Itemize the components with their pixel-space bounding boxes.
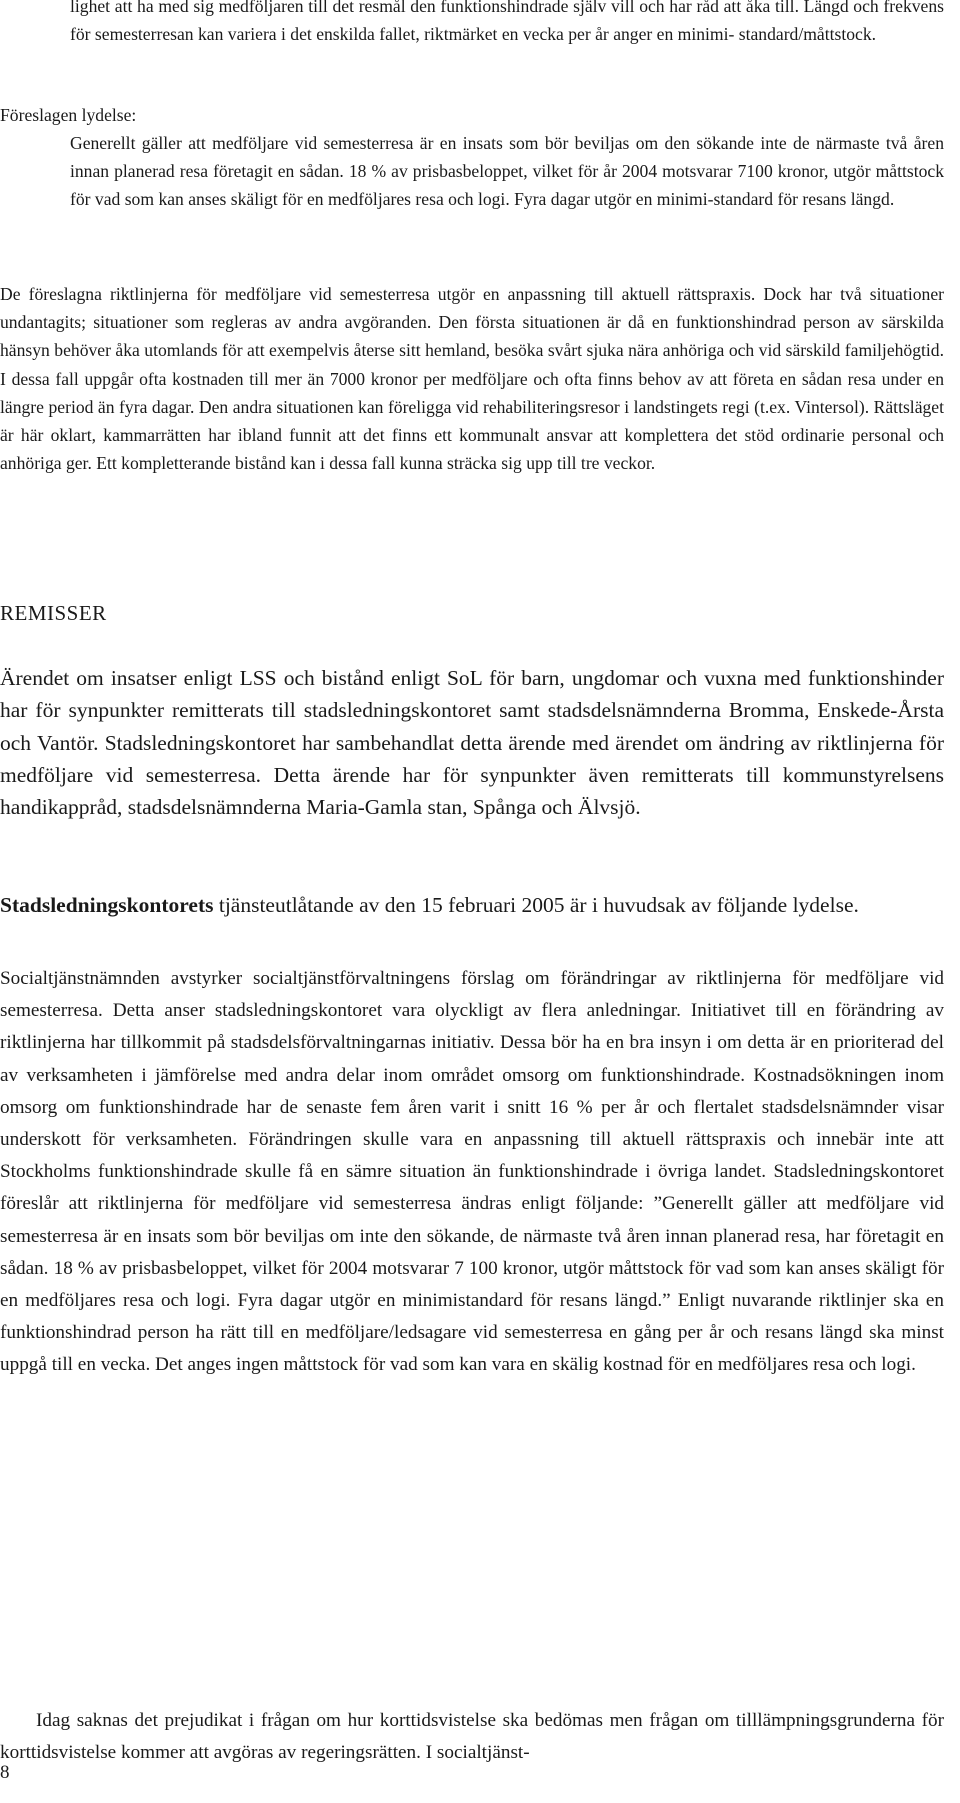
stadsledning-bold-lead: Stadsledningskontorets (0, 893, 214, 917)
remisser-paragraph: Ärendet om insatser enligt LSS och bistånd enligt SoL för barn, ungdomar och vuxna med funktionshinder har för synpunkter remitterats till stadsledningskontoret samt stadsdelsnämnderna Bromma, Enskede-Årsta och Vantör. Stadsledningskontoret har sambehandlat detta ärende med ärendet om ändring av riktlinjerna för medföljare vid semesterresa. Detta ärende har för synpunkter även remitterats till kommunstyrelsens handikappråd, stadsdelsnämnderna Maria-Gamla stan, Spånga och Älvsjö. (0, 666, 944, 820)
stadsledning-lead (0, 889, 944, 921)
intro-paragraph: lighet att ha med sig medföljaren till det resmål den funktionshindrade själv vill och har råd att åka till. Längd och frekvens för semesterresan kan variera i det enskilda fallet, riktmärket en vecka per år anger en minimi- standard/måttstock. (70, 0, 944, 45)
guidelines-paragraph: De föreslagna riktlinjerna för medföljare vid semesterresa utgör en anpassning till aktuell rättspraxis. Dock har två situationer undantagits; situationer som regleras av andra avgöranden. Den första situationen är då en funktionshindrad person av särskilda hänsyn behöver åka utomlands för att exempelvis återse sitt hemland, besöka svårt sjuka nära anhöriga och vid särskild familjehögtid. I dessa fall uppgår ofta kostnaden till mer än 7000 kronor per medföljare och ofta finns behov av att företa en sådan resa under en längre period än fyra dagar. Den andra situationen kan föreligga vid rehabiliteringsresor i landstingets regi (t.ex. Vintersol). Rättsläget är här oklart, kammarrätten har ibland funnit att det finns ett kommunalt ansvar att komplettera det stöd ordinarie personal och anhöriga ger. Ett kompletterande bistånd kan i dessa fall kunna sträcka sig upp till tre veckor. (0, 284, 944, 474)
stadsledning-lead-rest: tjänsteutlåtande av den 15 februari 2005 är i huvudsak av följande lydelse. (213, 893, 859, 917)
proposal-label: Föreslagen lydelse: (0, 105, 137, 125)
proposal-text: Generellt gäller att medföljare vid semesterresa är en insats som bör beviljas om den sökande inte de närmaste två åren innan planerad resa företagit en sådan. 18 % av prisbasbeloppet, vilket för år 2004 motsvarar 7100 kronor, utgör måttstock för vad som kan anses skäligt för en medföljares resa och logi. Fyra dagar utgör en minimi-standard för resans längd. (70, 133, 944, 210)
remisser-heading: REMISSER (0, 601, 107, 625)
continuation-paragraph: Idag saknas det prejudikat i frågan om hur korttidsvistelse ska bedömas men frågan om tilllämpningsgrunderna för korttidsvistelse kommer att avgöras av regeringsrätten. I socialtjänst- (0, 1710, 944, 1764)
page-number: 8 (0, 1762, 10, 1783)
stadsledning-body: Socialtjänstnämnden avstyrker socialtjänstförvaltningens förslag om förändringar av riktlinjerna för medföljare vid semesterresa. Detta anser stadsledningskontoret vara olyckligt av flera anledningar. Initiativet till en förändring av riktlinjerna har tillkommit på stadsdelsförvaltningarnas initiativ. Dessa bör ha en bra insyn i om detta är en prioriterad del av verksamheten i jämförelse med andra delar inom området omsorg om funktionshindrade. Kostnadsökningen inom omsorg om funktionshindrade har de senaste fem åren varit i snitt 16 % per år och flertalet stadsdelsnämnder visar underskott för verksamheten. Förändringen skulle vara en anpassning till aktuell rättspraxis och innebär inte att Stockholms funktionshindrade skulle få en sämre situation än funktionshindrade i övriga landet. Stadsledningskontoret föreslår att riktlinjerna för medföljare vid semesterresa ändras enligt följande: ”Generellt gäller att medföljare vid semesterresa är en insats som bör beviljas om inte den sökande, de närmaste två åren innan planerad resa, har företagit en sådan. 18 % av prisbasbeloppet, vilket för 2004 motsvarar 7 100 kronor, utgör måttstock för vad som kan anses skäligt för en medföljares resa och logi. Fyra dagar utgör en minimistandard för resans längd.” Enligt nuvarande riktlinjer ska en funktionshindrad person ha rätt till en medföljare/ledsagare vid semesterresa en gång per år och resans längd ska minst uppgå till en vecka. Det anges ingen måttstock för vad som kan vara en skälig kostnad för en medföljares resa och logi. (0, 968, 944, 1376)
